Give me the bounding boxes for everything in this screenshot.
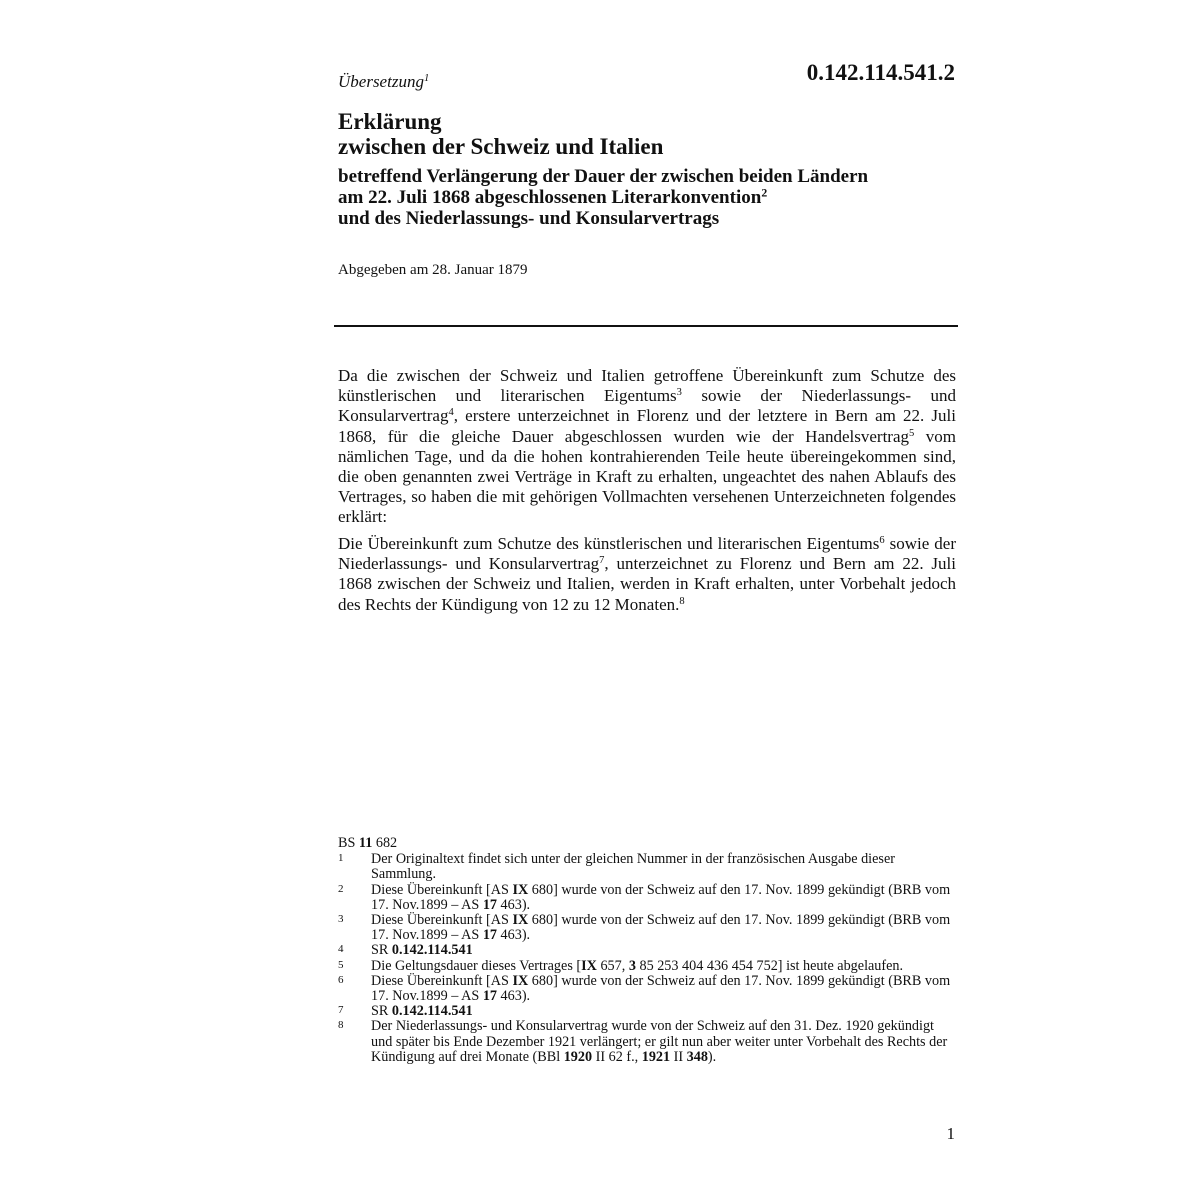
page-number: 1 [946, 1124, 955, 1143]
subtitle-line-2: am 22. Juli 1868 abgeschlossenen Literarkonvention$^2$ [338, 186, 768, 208]
footnote-ref-5[interactable]: 5 [909, 427, 915, 439]
footnote-number: 2 [338, 882, 344, 895]
footnote-ref-1[interactable]: 1 [423, 73, 430, 85]
footnote-number: 5 [338, 958, 344, 971]
footnote-number: 7 [338, 1004, 344, 1017]
document-title [338, 109, 663, 159]
footnote-2 [338, 883, 958, 913]
sr-number: 0.142.114.541.2 [806, 60, 955, 85]
footnote-text: SR 0.142.114.541 [371, 942, 473, 959]
subtitle-line-1: betreffend Verlängerung der Dauer der zwischen beiden Ländern [338, 166, 869, 187]
footnote-ref-2[interactable]: 2 [761, 186, 768, 200]
footnote-8 [338, 1019, 958, 1065]
footnote-text: SR 0.142.114.541 [371, 1003, 473, 1020]
footnote-1 [338, 852, 958, 882]
footnote-7 [338, 1004, 958, 1019]
translation-note: Übersetzung$^1$ [338, 72, 430, 91]
footnote-number: 1 [338, 852, 344, 865]
footnote-ref-8[interactable]: 8 [679, 595, 685, 607]
document-subtitle [338, 166, 958, 229]
footnote-text: Diese Übereinkunft [AS IX 680] wurde von der Schweiz auf den 17. Nov. 1899 gekündigt (BRB vom 17. Nov.1899 – AS 17 463). [371, 972, 951, 1005]
header-divider [334, 325, 958, 327]
subtitle-line-3: und des Niederlassungs- und Konsularvertrags [338, 208, 720, 229]
body-paragraph-2: Die Übereinkunft zum Schutze des künstlerischen und literarischen Eigentums$^6$ sowie der Niederlassungs- und Konsularvertrag$^7$, unterzeichnet zu Florenz und Bern am 22. Juli 1868 zwischen der Schweiz und Italien, werden in Kraft erhalten, unter Vorbehalt jedoch des Rechts der Kündigung von 12 zu 12 Monaten.$^8$ [338, 534, 956, 614]
date-line: Abgegeben am 28. Januar 1879 [338, 262, 528, 278]
footnote-3 [338, 913, 958, 943]
footnote-ref-3[interactable]: 3 [676, 387, 682, 399]
footnote-text: Der Originaltext findet sich unter der gleichen Nummer in der französischen Ausgabe dieser Sammlung. [371, 851, 895, 883]
footnote-number: 6 [338, 973, 344, 986]
footnote-number: 3 [338, 913, 344, 926]
footnote-4 [338, 943, 958, 958]
footnotes-section [338, 836, 958, 1065]
footnote-number: 8 [338, 1019, 344, 1032]
footnote-number: 4 [338, 943, 344, 956]
body-paragraph-1: Da die zwischen der Schweiz und Italien getroffene Übereinkunft zum Schutze des künstlerischen und literarischen Eigentums$^3$ sowie der Niederlassungs- und Konsularvertrag$^4$, erstere unterzeichnet in Florenz und der letztere in Bern am 22. Juli 1868, für die gleiche Dauer abgeschlossen wurden wie der Handelsvertrag$^5$ vom nämlichen Tage, und da die hohen kontrahierenden Teile heute übereingekommen sind, die oben genannten zwei Verträge in Kraft zu erhalten, ungeachtet des nahen Ablaufs des Vertrages, so haben die mit gehörigen Vollmachten versehenen Unterzeichneten folgendes erklärt: [338, 366, 956, 527]
footnote-text: Diese Übereinkunft [AS IX 680] wurde von der Schweiz auf den 17. Nov. 1899 gekündigt (BRB vom 17. Nov.1899 – AS 17 463). [371, 881, 951, 913]
footnote-6 [338, 974, 958, 1004]
footnote-text: Der Niederlassungs- und Konsularvertrag wurde von der Schweiz auf den 31. Dez. 1920 gekündigt und später bis Ende Dezember 1921 verlängert; er gilt nun aber weiter unter Vorbehalt des Rechts der Kündigung auf drei Monate (BBl 1920 II 62 f., 1921 II 348). [371, 1018, 948, 1065]
source-reference: BS 11 682 [338, 835, 398, 851]
footnote-ref-7[interactable]: 7 [599, 555, 605, 567]
footnote-text: Die Geltungsdauer dieses Vertrages [IX 657, 3 85 253 404 436 454 752] ist heute abgelaufen. [371, 957, 904, 974]
footnote-5 [338, 959, 958, 974]
title-line-1: Erklärung [338, 109, 442, 134]
footnote-ref-4[interactable]: 4 [448, 407, 454, 419]
title-line-2: zwischen der Schweiz und Italien [338, 134, 664, 159]
footnote-ref-6[interactable]: 6 [879, 535, 885, 547]
footnote-text: Diese Übereinkunft [AS IX 680] wurde von der Schweiz auf den 17. Nov. 1899 gekündigt (BRB vom 17. Nov.1899 – AS 17 463). [371, 912, 951, 944]
